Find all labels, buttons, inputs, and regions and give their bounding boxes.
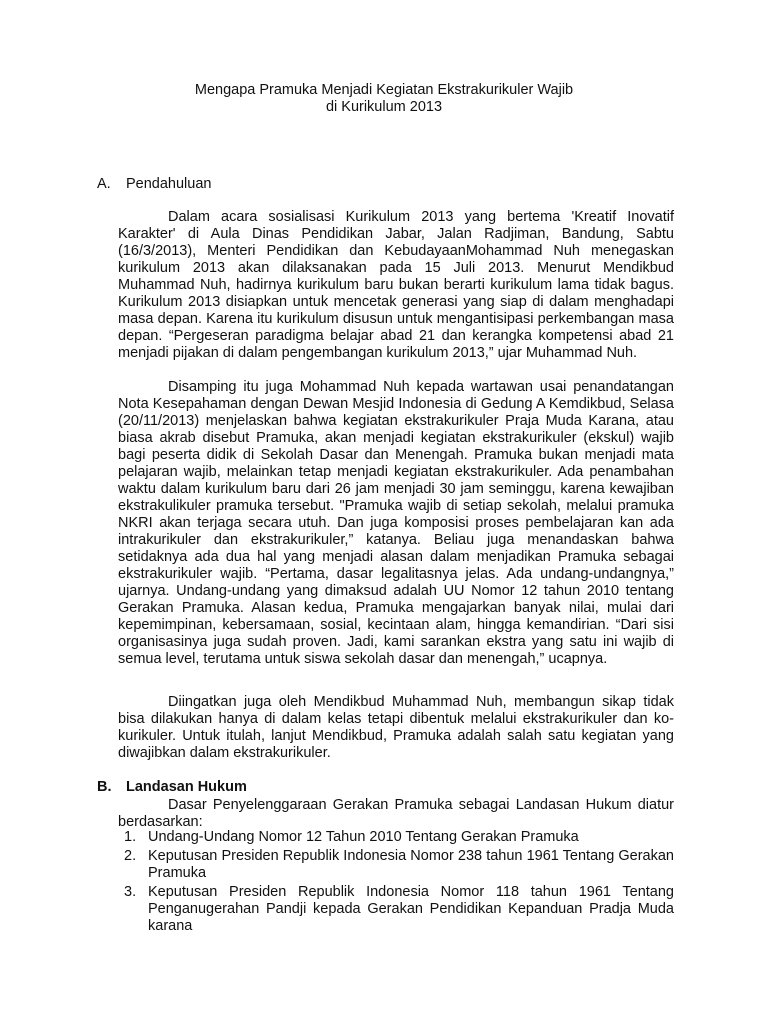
section-b-intro: Dasar Penyelenggaraan Gerakan Pramuka sebagai Landasan Hukum diatur berdasarkan:: [118, 797, 674, 830]
list-item-number: 3.: [124, 884, 137, 900]
section-b-letter: B.: [97, 779, 112, 795]
list-item: [118, 829, 674, 846]
document-title: [0, 82, 768, 116]
section-a-paragraph-3: Diingatkan juga oleh Mendikbud Muhammad Nuh, membangun sikap tidak bisa dilakukan hanya di dalam kelas tetapi dibentuk melalui ekstrakurikuler dan ko-kurikuler. Untuk itulah, lanjut Mendikbud, Pramuka adalah salah satu kegiatan yang diwajibkan dalam ekstrakurikuler.: [118, 694, 674, 761]
section-a-heading: [97, 176, 211, 193]
list-item-number: 2.: [124, 848, 137, 864]
section-b-title: Landasan Hukum: [126, 779, 247, 795]
title-line-1: Mengapa Pramuka Menjadi Kegiatan Ekstrakurikuler Wajib: [194, 82, 574, 98]
section-b-heading: [97, 779, 247, 796]
list-item: [118, 848, 674, 882]
list-item: [118, 884, 674, 935]
list-item-number: 1.: [124, 829, 137, 845]
section-a-paragraph-2: Disamping itu juga Mohammad Nuh kepada wartawan usai penandatangan Nota Kesepahaman dengan Dewan Mesjid Indonesia di Gedung A Kemdikbud, Selasa (20/11/2013) menjelaskan bahwa kegiatan ekstrakurikuler Praja Muda Karana, atau biasa akrab disebut Pramuka, akan menjadi kegiatan ekstrakurikuler (ekskul) wajib bagi peserta didik di Sekolah Dasar dan Menengah. Pramuka bukan menjadi mata pelajaran wajib, melainkan tetap menjadi kegiatan ekstrakurikuler. Ada penambahan waktu dalam kurikulum baru dari 26 jam menjadi 30 jam seminggu, karena kewajiban ekstrakulikuler pramuka tersebut. "Pramuka wajib di setiap sekolah, melalui pramuka NKRI akan terjaga secara utuh. Dan juga komposisi proses pembelajaran kan ada intrakurikuler dan ekstrakurikuler,” katanya. Beliau juga menandaskan bahwa setidaknya ada dua hal yang menjadi alasan dalam menjadikan Pramuka sebagai ekstrakurikuler wajib. “Pertama, dasar legalitasnya jelas. Ada undang-undangnya,” ujarnya. Undang-undang yang dimaksud adalah UU Nomor 12 tahun 2010 tentang Gerakan Pramuka. Alasan kedua, Pramuka mengajarkan banyak nilai, mulai dari kepemimpinan, kebersamaan, sosial, kecintaan alam, hingga kemandirian. “Dari sisi organisasinya juga sudah proven. Jadi, kami sarankan ekstra yang satu ini wajib di semua level, terutama untuk siswa sekolah dasar dan menengah,” ucapnya.: [118, 379, 674, 667]
title-line-2: di Kurikulum 2013: [325, 99, 443, 115]
legal-basis-list: [118, 829, 674, 937]
section-a-letter: A.: [97, 176, 111, 192]
list-item-text: Undang-Undang Nomor 12 Tahun 2010 Tentang Gerakan Pramuka: [148, 829, 579, 845]
section-a-title: Pendahuluan: [126, 176, 212, 192]
section-a-paragraph-1: Dalam acara sosialisasi Kurikulum 2013 yang bertema 'Kreatif Inovatif Karakter' di Aula Dinas Pendidikan Jabar, Jalan Radjiman, Bandung, Sabtu (16/3/2013), Menteri Pendidikan dan KebudayaanMohammad Nuh menegaskan kurikulum 2013 akan dilaksanakan pada 15 Juli 2013. Menurut Mendikbud Muhammad Nuh, hadirnya kurikulum baru bukan berarti kurikulum lama tidak bagus. Kurikulum 2013 disiapkan untuk mencetak generasi yang siap di dalam menghadapi masa depan. Karena itu kurikulum disusun untuk mengantisipasi perkembangan masa depan. “Pergeseran paradigma belajar abad 21 dan kerangka kompetensi abad 21 menjadi pijakan di dalam pengembangan kurikulum 2013,” ujar Muhammad Nuh.: [118, 209, 674, 361]
list-item-text: Keputusan Presiden Republik Indonesia Nomor 238 tahun 1961 Tentang Gerakan Pramuka: [148, 848, 674, 881]
list-item-text: Keputusan Presiden Republik Indonesia Nomor 118 tahun 1961 Tentang Penganugerahan Pandji kepada Gerakan Pendidikan Kepanduan Pradja Muda karana: [148, 884, 674, 934]
